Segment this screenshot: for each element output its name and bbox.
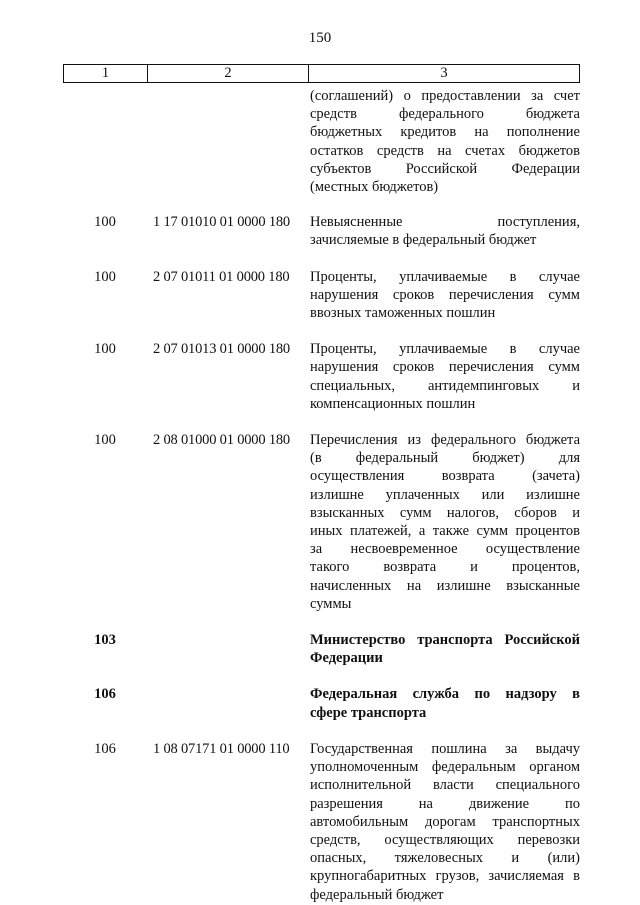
revenue-name-line: Федеральная служба по надзору в <box>310 686 580 703</box>
revenue-name-line: остатков средств на счетах бюджетов <box>310 142 580 159</box>
revenue-name-line: излишне уплаченных или излишне <box>310 486 580 503</box>
table-row <box>63 268 580 323</box>
admin-code: 100 <box>94 268 116 285</box>
revenue-name <box>308 268 580 323</box>
revenue-name <box>308 213 580 249</box>
revenue-name-line: бюджетных кредитов на пополнение <box>310 124 580 141</box>
admin-code: 106 <box>94 686 116 703</box>
table-row <box>63 740 580 904</box>
revenue-name-line: Перечисления из федерального бюджета <box>310 432 580 449</box>
revenue-name-line: (в федеральный бюджет) для <box>310 450 580 467</box>
revenue-name-line: нарушения сроков перечисления сумм <box>310 359 580 376</box>
revenue-name-line: уполномоченным федеральным органом <box>310 759 580 776</box>
revenue-name <box>308 685 580 721</box>
revenue-name-line: федеральный бюджет <box>310 886 444 903</box>
revenue-name-line: средств федерального бюджета <box>310 106 580 123</box>
revenue-name-line: осуществления возврата (зачета) <box>310 468 580 485</box>
revenue-name <box>308 631 580 667</box>
revenue-name-line: крупногабаритных грузов, зачисляемая в <box>310 868 580 885</box>
revenue-name-line: Министерство транспорта Российской <box>310 632 580 649</box>
revenue-name-line: за несвоевременное осуществление <box>310 541 580 558</box>
admin-code: 103 <box>94 632 116 649</box>
revenue-name-line: такого возврата и процентов, <box>310 559 580 576</box>
revenue-name-line: Проценты, уплачиваемые в случае <box>310 268 580 285</box>
admin-code: 100 <box>94 214 116 231</box>
revenue-name <box>308 431 580 613</box>
revenue-name-line: специальных, антидемпинговых и <box>310 377 580 394</box>
table-row <box>63 87 580 196</box>
revenue-name <box>308 340 580 413</box>
revenue-name-line: Федерации <box>310 650 383 667</box>
budget-classification-code: 2 07 01011 01 0000 180 <box>153 268 290 285</box>
table-row <box>63 631 580 667</box>
table-row <box>63 431 580 613</box>
revenue-name-line: взысканных сумм налогов, сборов и <box>310 504 580 521</box>
revenue-name-line: иных платежей, а также сумм процентов <box>310 523 580 540</box>
revenue-name-line: автомобильным дорогам транспортных <box>310 813 580 830</box>
revenue-name-line: начисленных на излишне взысканные <box>310 577 580 594</box>
revenue-name-line: субъектов Российской Федерации <box>310 160 580 177</box>
table-row <box>63 685 580 721</box>
header-col-3: 3 <box>440 65 448 81</box>
revenue-name <box>308 87 580 196</box>
admin-code: 100 <box>94 341 116 358</box>
header-col-1: 1 <box>64 65 148 82</box>
revenue-name-line: суммы <box>310 595 352 612</box>
header-col-2: 2 <box>148 65 309 82</box>
revenue-name-line: ввозных таможенных пошлин <box>310 305 496 322</box>
revenue-name-line: Невыясненные поступления, <box>310 214 580 231</box>
table-row <box>63 213 580 249</box>
table-row <box>63 340 580 413</box>
revenue-name-line: компенсационных пошлин <box>310 395 476 412</box>
revenue-name-line: (местных бюджетов) <box>310 179 439 196</box>
revenue-name-line: Государственная пошлина за выдачу <box>310 740 580 757</box>
table-body <box>63 87 580 904</box>
revenue-name-line: (соглашений) о предоставлении за счет <box>310 88 580 104</box>
table-header <box>63 64 580 83</box>
budget-classification-code: 1 08 07171 01 0000 110 <box>153 740 290 757</box>
revenue-name <box>308 740 580 904</box>
revenue-name-line: исполнительной власти специального <box>310 777 580 794</box>
admin-code: 100 <box>94 432 116 449</box>
admin-code: 106 <box>94 740 116 757</box>
revenue-name-line: опасных, тяжеловесных и (или) <box>310 850 580 867</box>
revenue-name-line: средств, осуществляющих перевозки <box>310 831 580 848</box>
revenue-name-line: Проценты, уплачиваемые в случае <box>310 341 580 358</box>
budget-classification-code: 1 17 01010 01 0000 180 <box>153 214 290 231</box>
budget-classification-code: 2 07 01013 01 0000 180 <box>153 341 290 358</box>
page-number: 150 <box>308 30 332 46</box>
revenue-name-line: сфере транспорта <box>310 704 427 721</box>
revenue-name-line: зачисляемые в федеральный бюджет <box>310 232 537 249</box>
revenue-name-line: разрешения на движение по <box>310 795 580 812</box>
budget-classification-code: 2 08 01000 01 0000 180 <box>153 432 290 449</box>
revenue-name-line: нарушения сроков перечисления сумм <box>310 286 580 303</box>
